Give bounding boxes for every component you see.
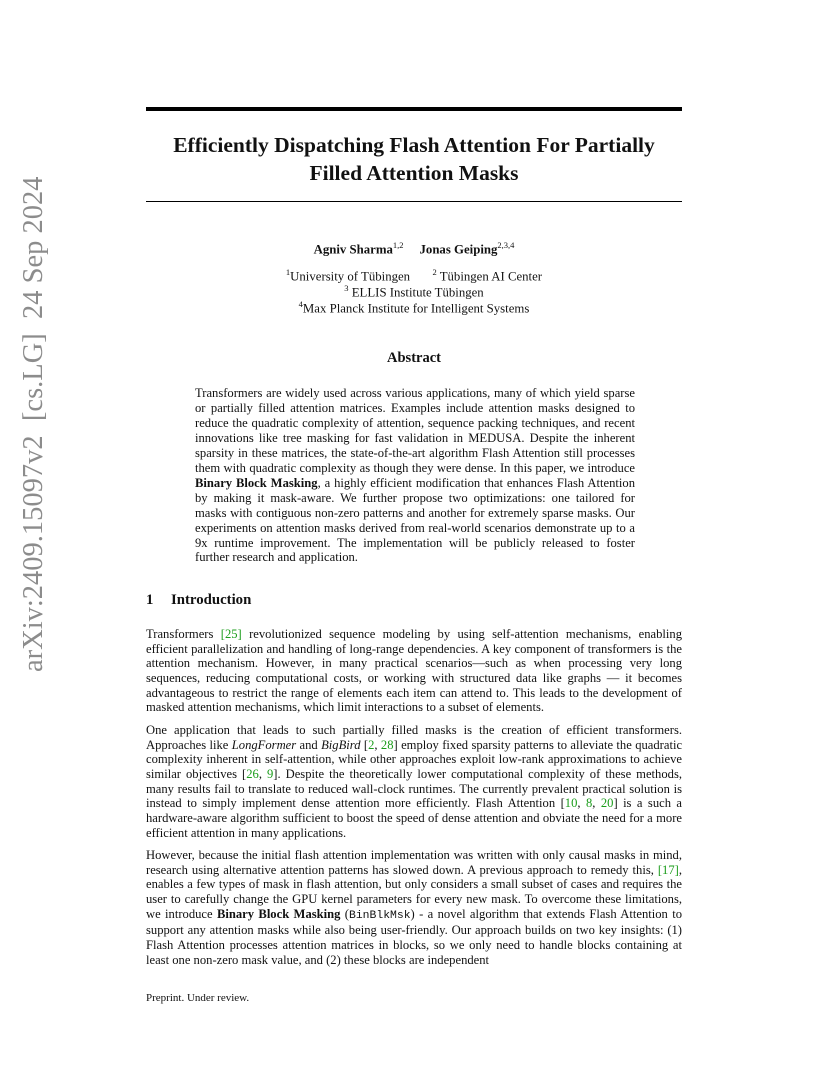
affiliation-name: ELLIS Institute Tübingen (348, 285, 484, 300)
author-affiliation-marks: 1,2 (392, 240, 404, 250)
affiliation-mark: 4 (298, 299, 303, 309)
citation-link[interactable]: 26 (246, 766, 259, 781)
method-name-bold: Binary Block Masking (216, 906, 341, 921)
author-name: Agniv Sharma (313, 242, 393, 257)
intro-paragraph-2: One application that leads to such partially filled masks is the creation of efficient transformers. Approaches like LongFormer and BigBird [2, 28] employ fixed sparsity patterns to alleviate the quadratic complexity inherent in self-attention, while other approaches exploit low-rank approximations to achieve similar objectives [26, 9]. Despite the theoretically lower computational complexity of these methods, many results fail to translate to reduced wall-clock runtimes. The currently prevalent practical solution is instead to simply implement dense attention more efficiently. Flash Attention [10, 8, 20] is a such a hardware-aware algorithm sufficient to boost the speed of dense attention and obviate the need for a more efficient attention in many applications. (146, 723, 683, 840)
section-title: Introduction (171, 592, 252, 608)
citation-link[interactable]: [17] (657, 862, 679, 877)
affiliation-name: University of Tübingen (290, 269, 411, 284)
affiliation-mark: 2 (432, 267, 437, 277)
author-list (146, 237, 682, 257)
method-abbreviation: BinBlkMsk (349, 909, 411, 922)
model-name-italic: LongFormer (231, 737, 297, 752)
title-top-rule (146, 107, 682, 111)
abstract-heading: Abstract (387, 350, 441, 366)
title-line-2: Filled Attention Masks (309, 161, 519, 185)
arxiv-identifier: arXiv:2409.15097v2 [cs.LG] 24 Sep 2024 (18, 176, 49, 672)
method-name-bold: Binary Block Masking (195, 475, 318, 490)
citation-link[interactable]: 8 (585, 796, 593, 811)
page-footer: Preprint. Under review. (146, 992, 250, 1004)
intro-paragraph-3: However, because the initial flash attention implementation was written with only causal masks in mind, research using alternative attention patterns has slowed down. A previous approach to remedy this, [17], enables a few types of mask in flash attention, but only considers a small subset of cases and requires the user to carefully change the GPU kernel parameters for every new mask. To overcome these limitations, we introduce Binary Block Masking (BinBlkMsk) - a novel algorithm that extends Flash Attention to support any attention masks while also being user-friendly. Our approach builds on two key insights: (1) Flash Attention processes attention matrices in blocks, so we only need to handle blocks containing at least one non-zero mask value, and (2) these blocks are independent (146, 848, 683, 967)
author-affiliation-marks: 2,3,4 (497, 240, 515, 250)
model-name-italic: BigBird (321, 737, 361, 752)
title-line-1: Efficiently Dispatching Flash Attention For Partially (173, 133, 655, 157)
affiliation-name: Tübingen AI Center (436, 269, 543, 284)
affiliation-line-3 (146, 296, 682, 316)
citation-link[interactable]: 20 (600, 796, 614, 811)
affiliation-mark: 3 (344, 283, 349, 293)
section-heading-introduction (146, 591, 251, 609)
intro-paragraph-1: Transformers [25] revolutionized sequence modeling by using self-attention mechanisms, enabling efficient parallelization and handling of long-range dependencies. A key component of transformers is the attention mechanism. However, in many practical scenarios—such as when processing very long sequences, reducing computational costs, or working with structured data like graphs — it becomes advantageous to restrict the range of elements each item can attend to. This leads to the development of masked attention mechanisms, which limit interactions to a subset of elements. (146, 627, 683, 715)
title-bottom-rule (146, 201, 682, 202)
paper-title (146, 131, 682, 187)
citation-link[interactable]: 9 (266, 766, 274, 781)
citation-link[interactable]: [25] (220, 627, 242, 641)
affiliation-mark: 1 (285, 267, 291, 277)
citation-link[interactable]: 28 (380, 737, 394, 752)
author-name: Jonas Geiping (419, 242, 498, 257)
affiliation-name: Max Planck Institute for Intelligent Systems (302, 301, 530, 316)
section-number: 1 (146, 592, 154, 608)
citation-link[interactable]: 2 (368, 737, 375, 752)
citation-link[interactable]: 10 (564, 796, 578, 811)
abstract-text: Transformers are widely used across various applications, many of which yield sparse or partially filled attention matrices. Examples include attention masks designed to reduce the quadratic complexity of attention, sequence packing techniques, and recent innovations like tree masking for fast validation in MEDUSA. Despite the inherent sparsity in these matrices, the state-of-the-art algorithm Flash Attention still processes them with quadratic complexity as though they were dense. In this paper, we introduce Binary Block Masking, a highly efficient modification that enhances Flash Attention by making it mask-aware. We further propose two optimizations: one tailored for masks with contiguous non-zero patterns and another for extremely sparse masks. Our experiments on attention masks derived from real-world scenarios demonstrate up to a 9x runtime improvement. The implementation will be publicly released to foster further research and application. (195, 386, 636, 565)
